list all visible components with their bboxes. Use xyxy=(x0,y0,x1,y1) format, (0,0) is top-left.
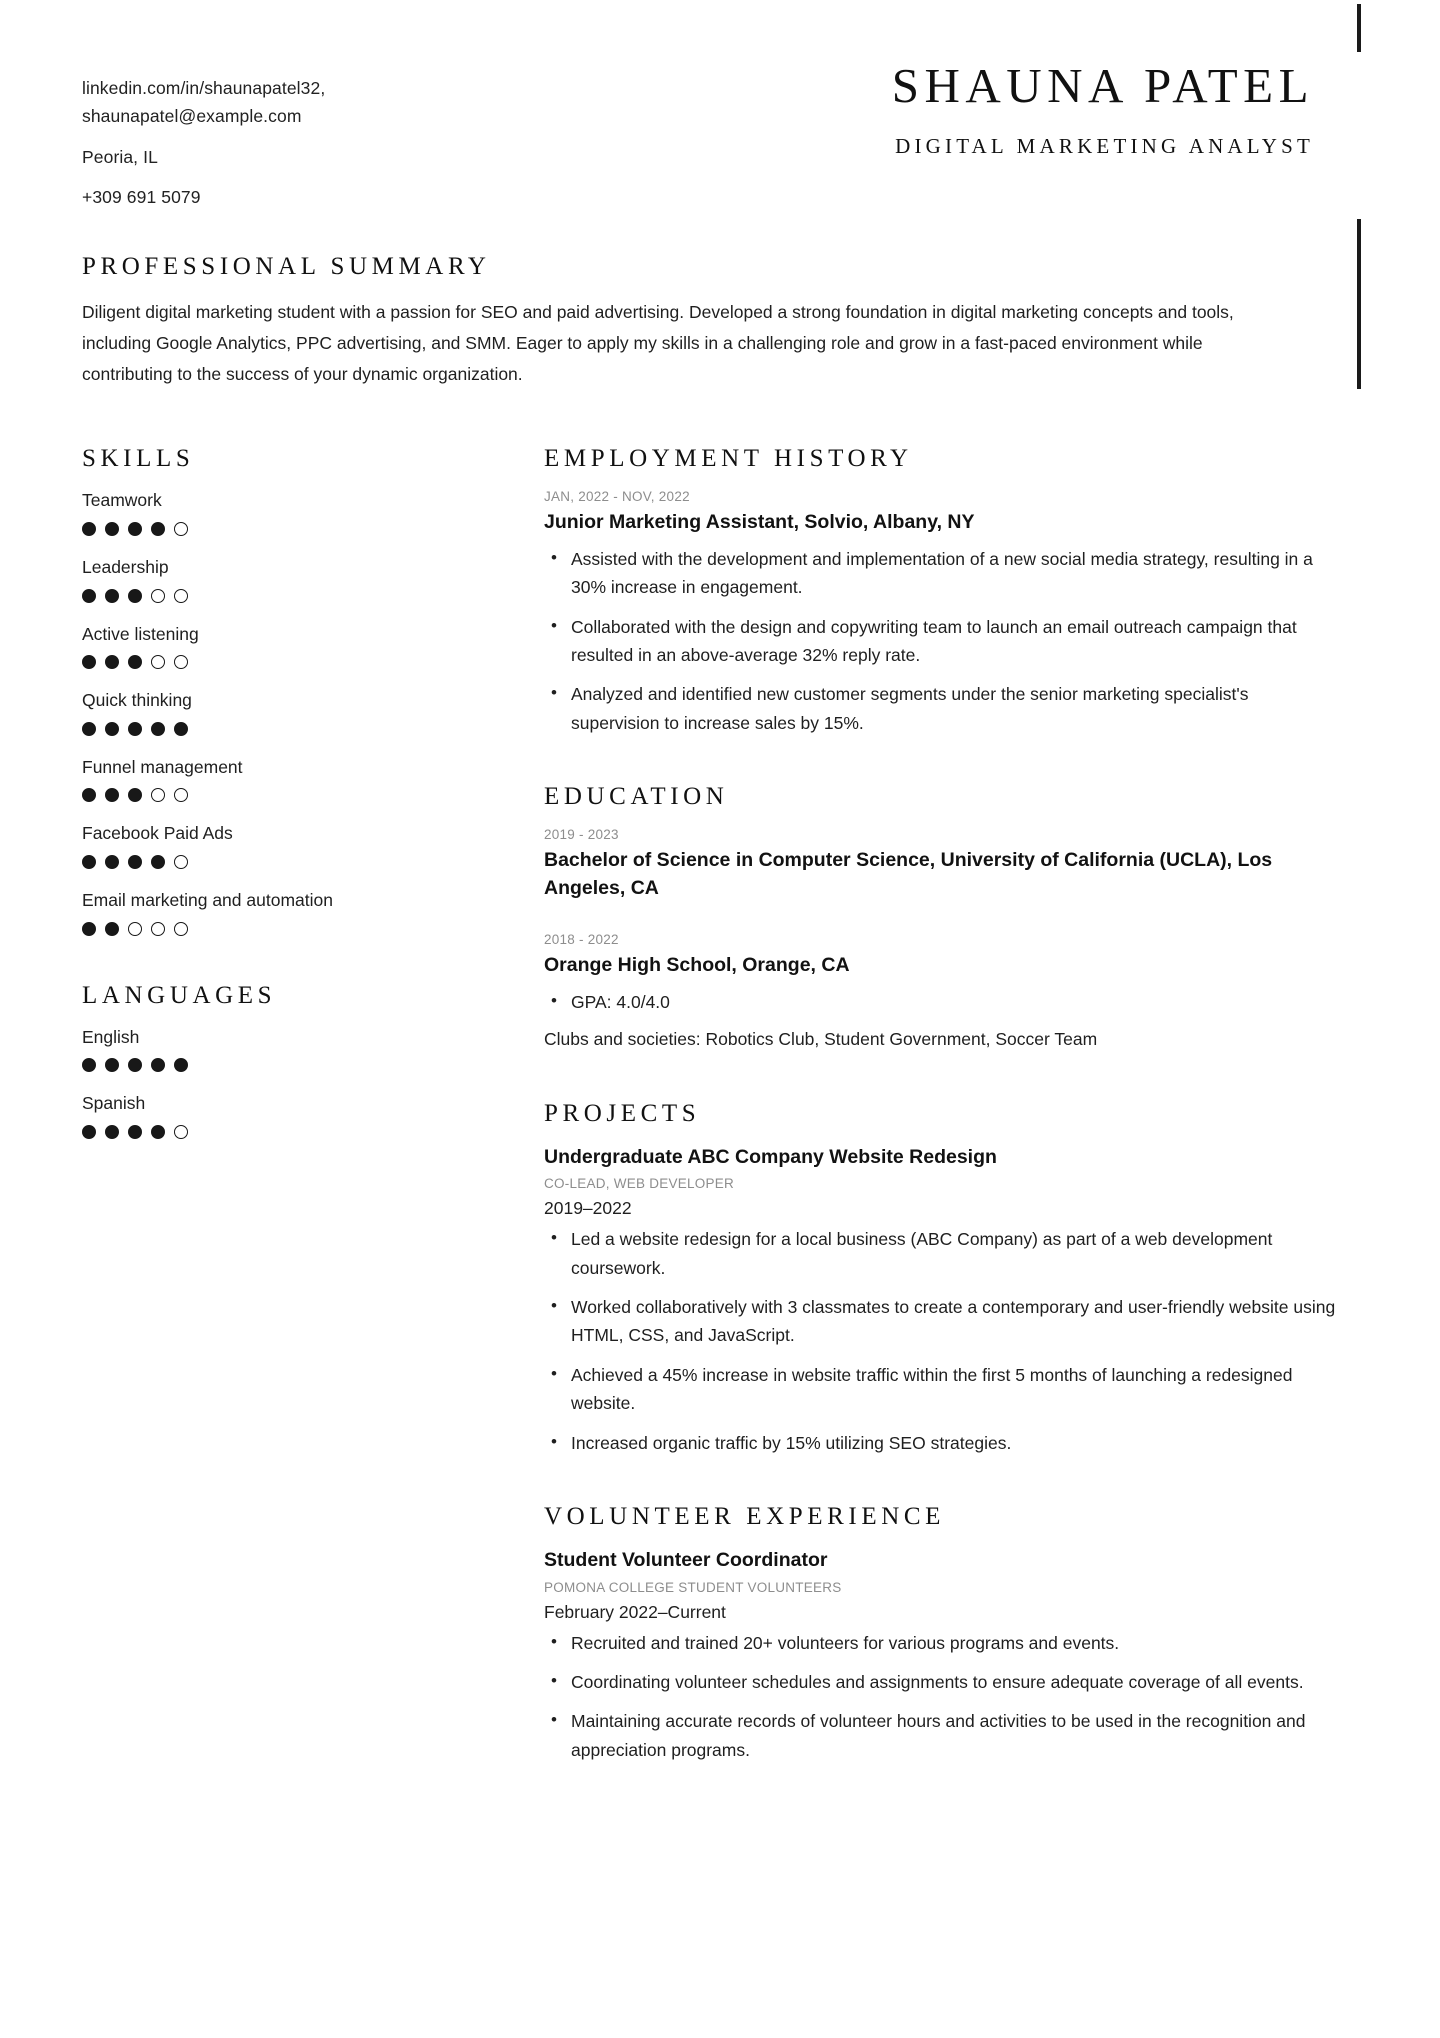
rating-dot-filled xyxy=(151,855,165,869)
skill-item xyxy=(82,556,464,603)
rating-dot-empty xyxy=(174,522,188,536)
rating-dot-filled xyxy=(128,788,142,802)
rating-dot-filled xyxy=(82,788,96,802)
right-column xyxy=(464,445,1340,1764)
rating-dot-filled xyxy=(128,522,142,536)
rating-dot-empty xyxy=(174,788,188,802)
identity-block xyxy=(462,60,1340,159)
education-entry xyxy=(544,932,1340,1053)
rating-dot-filled xyxy=(151,1058,165,1072)
project-subtitle: CO-LEAD, WEB DEVELOPER xyxy=(544,1176,735,1192)
section-title-languages: LANGUAGES xyxy=(82,981,277,1009)
rating-dot-filled xyxy=(82,922,96,936)
languages-list xyxy=(82,1026,464,1139)
education-note: Clubs and societies: Robotics Club, Student Government, Soccer Team xyxy=(544,1029,1098,1050)
skill-item xyxy=(82,623,464,670)
skills-list xyxy=(82,489,464,935)
rating-dot-filled xyxy=(105,655,119,669)
education-date: 2018 - 2022 xyxy=(544,932,619,948)
candidate-name: SHAUNA PATEL xyxy=(891,58,1314,113)
skill-rating xyxy=(82,655,464,669)
volunteer-subtitle: POMONA COLLEGE STUDENT VOLUNTEERS xyxy=(544,1579,842,1595)
rating-dot-empty xyxy=(151,655,165,669)
volunteer-bullet: • Maintaining accurate records of volunteer hours and activities to be used in the recognition and appreciation programs. xyxy=(571,1707,1340,1764)
employment-entry xyxy=(544,489,1340,737)
rating-dot-filled xyxy=(151,522,165,536)
rating-dot-empty xyxy=(174,655,188,669)
education-section xyxy=(544,783,1340,1054)
employment-bullet: • Analyzed and identified new customer segments under the senior marketing specialist's supervision to increase sales by 15%. xyxy=(571,680,1340,737)
contact-block xyxy=(82,60,462,211)
employment-bullet: • Assisted with the development and implementation of a new social media strategy, resulting in a 30% increase in engagement. xyxy=(571,545,1340,602)
employment-section xyxy=(544,445,1340,737)
volunteer-bullet: • Recruited and trained 20+ volunteers for various programs and events. xyxy=(571,1629,1340,1657)
rating-dot-filled xyxy=(128,1125,142,1139)
volunteer-bullet-list xyxy=(544,1629,1340,1764)
volunteer-range: February 2022–Current xyxy=(544,1601,726,1622)
rating-dot-empty xyxy=(151,589,165,603)
rating-dot-filled xyxy=(128,1058,142,1072)
skill-rating xyxy=(82,589,464,603)
language-label: Spanish xyxy=(82,1093,146,1114)
project-entry xyxy=(544,1144,1340,1457)
employment-date: JAN, 2022 - NOV, 2022 xyxy=(544,489,690,505)
skill-label: Teamwork xyxy=(82,490,162,511)
project-range: 2019–2022 xyxy=(544,1198,632,1219)
skill-item xyxy=(82,822,464,869)
volunteer-entries xyxy=(544,1547,1340,1764)
rating-dot-filled xyxy=(174,722,188,736)
employment-bullet: • Collaborated with the design and copywriting team to launch an email outreach campaign that resulted in an above-average 32% reply rate. xyxy=(571,613,1340,670)
rating-dot-empty xyxy=(128,922,142,936)
languages-section xyxy=(82,982,464,1139)
project-bullet-list xyxy=(544,1225,1340,1456)
education-bullet: • GPA: 4.0/4.0 xyxy=(571,988,1340,1016)
education-date: 2019 - 2023 xyxy=(544,827,619,842)
rating-dot-filled xyxy=(82,1058,96,1072)
education-title: Bachelor of Science in Computer Science, University of California (UCLA), Los Angeles, CA xyxy=(544,849,1273,899)
skill-label: Leadership xyxy=(82,556,169,577)
rating-dot-empty xyxy=(151,788,165,802)
volunteer-section xyxy=(544,1503,1340,1764)
volunteer-entry xyxy=(544,1547,1340,1764)
education-entry xyxy=(544,827,1340,902)
contact-phone[interactable]: +309 691 5079 xyxy=(82,187,201,208)
resume-header xyxy=(0,0,1440,211)
accent-rule-middle xyxy=(1357,219,1361,389)
education-bullet-list xyxy=(544,988,1340,1016)
rating-dot-filled xyxy=(174,1058,188,1072)
project-bullet: • Achieved a 45% increase in website traffic within the first 5 months of launching a redesigned website. xyxy=(571,1361,1340,1418)
rating-dot-empty xyxy=(174,855,188,869)
skill-label: Quick thinking xyxy=(82,690,192,711)
left-column xyxy=(82,445,464,1159)
contact-email[interactable]: shaunapatel@example.com xyxy=(82,106,302,127)
rating-dot-filled xyxy=(128,722,142,736)
language-item xyxy=(82,1026,464,1073)
section-title-volunteer: VOLUNTEER EXPERIENCE xyxy=(544,1502,945,1530)
skill-rating xyxy=(82,522,464,536)
rating-dot-empty xyxy=(174,922,188,936)
skill-item xyxy=(82,756,464,803)
project-bullet: • Worked collaboratively with 3 classmates to create a contemporary and user-friendly website using HTML, CSS, and JavaScript. xyxy=(571,1293,1340,1350)
accent-rule-top xyxy=(1357,4,1361,52)
rating-dot-empty xyxy=(174,1125,188,1139)
project-bullet: • Led a website redesign for a local business (ABC Company) as part of a web development coursework. xyxy=(571,1225,1340,1282)
rating-dot-filled xyxy=(82,722,96,736)
rating-dot-filled xyxy=(82,1125,96,1139)
section-title-employment: EMPLOYMENT HISTORY xyxy=(544,445,913,473)
skill-label: Funnel management xyxy=(82,756,243,777)
resume-body xyxy=(0,389,1440,1764)
summary-text: Diligent digital marketing student with a passion for SEO and paid advertising. Developed a strong foundation in digital marketing concepts and tools, including Google Analytics, PPC advertising, and SMM. Eager to apply my skills in a challenging role and grow in a fast-paced environment while contributing to the success of your dynamic organization. xyxy=(82,302,1234,384)
contact-location: Peoria, IL xyxy=(82,146,158,167)
section-title-education: EDUCATION xyxy=(544,783,729,810)
rating-dot-filled xyxy=(105,1125,119,1139)
contact-links xyxy=(82,74,462,131)
project-bullet: • Increased organic traffic by 15% utilizing SEO strategies. xyxy=(571,1429,1340,1457)
section-title-summary: PROFESSIONAL SUMMARY xyxy=(82,253,491,281)
skill-rating xyxy=(82,922,464,936)
skill-label: Email marketing and automation xyxy=(82,890,333,910)
education-title: Orange High School, Orange, CA xyxy=(544,954,850,977)
education-entries xyxy=(544,827,1340,1054)
language-rating xyxy=(82,1058,464,1072)
employment-bullet-list xyxy=(544,545,1340,737)
employment-entries xyxy=(544,489,1340,737)
skill-item xyxy=(82,889,464,936)
skill-label: Active listening xyxy=(82,623,199,644)
language-rating xyxy=(82,1125,464,1139)
rating-dot-filled xyxy=(128,655,142,669)
rating-dot-filled xyxy=(128,589,142,603)
skill-item xyxy=(82,689,464,736)
rating-dot-filled xyxy=(105,522,119,536)
skill-rating xyxy=(82,788,464,802)
rating-dot-filled xyxy=(151,1125,165,1139)
candidate-job-title: DIGITAL MARKETING ANALYST xyxy=(895,133,1314,158)
professional-summary-section xyxy=(0,211,1440,389)
rating-dot-filled xyxy=(82,589,96,603)
skill-item xyxy=(82,489,464,536)
rating-dot-filled xyxy=(105,722,119,736)
rating-dot-filled xyxy=(82,855,96,869)
rating-dot-filled xyxy=(82,655,96,669)
skill-label: Facebook Paid Ads xyxy=(82,823,233,844)
rating-dot-empty xyxy=(174,589,188,603)
rating-dot-filled xyxy=(105,589,119,603)
project-title: Undergraduate ABC Company Website Redesign xyxy=(544,1145,997,1168)
rating-dot-filled xyxy=(105,788,119,802)
volunteer-bullet: • Coordinating volunteer schedules and assignments to ensure adequate coverage of all events. xyxy=(571,1668,1340,1696)
rating-dot-filled xyxy=(105,855,119,869)
rating-dot-filled xyxy=(128,855,142,869)
volunteer-title: Student Volunteer Coordinator xyxy=(544,1548,828,1571)
section-title-skills: SKILLS xyxy=(82,445,195,473)
skill-rating xyxy=(82,855,464,869)
rating-dot-filled xyxy=(105,922,119,936)
skill-rating xyxy=(82,722,464,736)
skills-section xyxy=(82,445,464,935)
projects-section xyxy=(544,1100,1340,1457)
rating-dot-empty xyxy=(151,922,165,936)
language-label: English xyxy=(82,1026,140,1047)
rating-dot-filled xyxy=(105,1058,119,1072)
employment-title: Junior Marketing Assistant, Solvio, Albany, NY xyxy=(544,511,975,534)
rating-dot-filled xyxy=(151,722,165,736)
rating-dot-filled xyxy=(82,522,96,536)
section-title-projects: PROJECTS xyxy=(544,1099,701,1127)
contact-linkedin[interactable]: linkedin.com/in/shaunapatel32, xyxy=(82,78,326,98)
projects-entries xyxy=(544,1144,1340,1457)
language-item xyxy=(82,1092,464,1139)
